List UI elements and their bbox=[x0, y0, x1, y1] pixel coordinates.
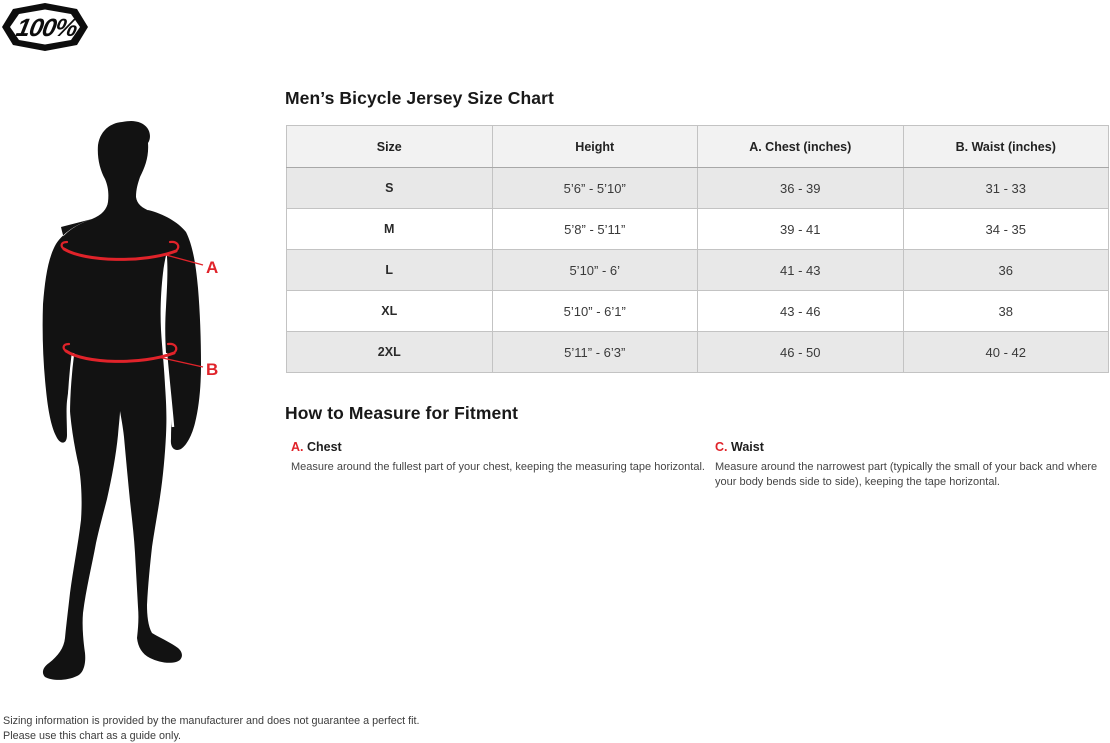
size-cell: M bbox=[287, 209, 493, 250]
measure-item-chest bbox=[291, 440, 709, 475]
measure-name-chest: Chest bbox=[307, 440, 342, 454]
chest-cell: 36 - 39 bbox=[698, 168, 904, 209]
chest-label-a: A bbox=[206, 258, 218, 277]
height-cell: 5’10” - 6’1” bbox=[492, 291, 698, 332]
waist-cell: 40 - 42 bbox=[903, 332, 1109, 373]
chest-cell: 46 - 50 bbox=[698, 332, 904, 373]
size-cell: L bbox=[287, 250, 493, 291]
page-title: Men’s Bicycle Jersey Size Chart bbox=[285, 88, 554, 109]
waist-label-b: B bbox=[206, 360, 218, 379]
measure-item-waist-heading bbox=[715, 440, 1107, 454]
column-header-chest: A. Chest (inches) bbox=[698, 126, 904, 168]
brand-logo bbox=[2, 3, 88, 51]
silhouette-diagram-icon bbox=[40, 115, 230, 693]
measure-letter-a: A. bbox=[291, 440, 304, 454]
waist-cell: 38 bbox=[903, 291, 1109, 332]
column-header-waist: B. Waist (inches) bbox=[903, 126, 1109, 168]
brand-logo-badge-icon bbox=[2, 3, 88, 51]
waist-cell: 36 bbox=[903, 250, 1109, 291]
measure-description-chest: Measure around the fullest part of your chest, keeping the measuring tape horizontal. bbox=[291, 460, 709, 475]
measure-item-waist bbox=[715, 440, 1107, 490]
measure-letter-c: C. bbox=[715, 440, 728, 454]
chest-cell: 39 - 41 bbox=[698, 209, 904, 250]
size-chart-table bbox=[286, 125, 1109, 373]
chest-cell: 41 - 43 bbox=[698, 250, 904, 291]
chest-cell: 43 - 46 bbox=[698, 291, 904, 332]
measure-section-title: How to Measure for Fitment bbox=[285, 403, 518, 424]
table-header-row bbox=[287, 126, 1109, 168]
disclaimer-line-2: Please use this chart as a guide only. bbox=[3, 729, 420, 743]
size-cell: 2XL bbox=[287, 332, 493, 373]
height-cell: 5’6” - 5’10” bbox=[492, 168, 698, 209]
column-header-size: Size bbox=[287, 126, 493, 168]
logo-text: 100% bbox=[14, 14, 80, 42]
table-row-m bbox=[287, 209, 1109, 250]
size-cell: XL bbox=[287, 291, 493, 332]
measure-description-waist: Measure around the narrowest part (typically the small of your back and where your body bends side to side), keeping the tape horizontal. bbox=[715, 460, 1107, 490]
height-cell: 5’11” - 6’3” bbox=[492, 332, 698, 373]
male-silhouette-figure bbox=[40, 115, 230, 693]
measure-item-chest-heading bbox=[291, 440, 709, 454]
waist-cell: 31 - 33 bbox=[903, 168, 1109, 209]
height-cell: 5’8” - 5’11” bbox=[492, 209, 698, 250]
disclaimer-line-1: Sizing information is provided by the manufacturer and does not guarantee a perfect fit. bbox=[3, 714, 420, 729]
size-cell: S bbox=[287, 168, 493, 209]
table-row-l bbox=[287, 250, 1109, 291]
measure-name-waist: Waist bbox=[731, 440, 764, 454]
waist-cell: 34 - 35 bbox=[903, 209, 1109, 250]
table-row-2xl bbox=[287, 332, 1109, 373]
sizing-disclaimer bbox=[3, 714, 420, 743]
table-row-xl bbox=[287, 291, 1109, 332]
table-row-s bbox=[287, 168, 1109, 209]
height-cell: 5’10” - 6’ bbox=[492, 250, 698, 291]
column-header-height: Height bbox=[492, 126, 698, 168]
